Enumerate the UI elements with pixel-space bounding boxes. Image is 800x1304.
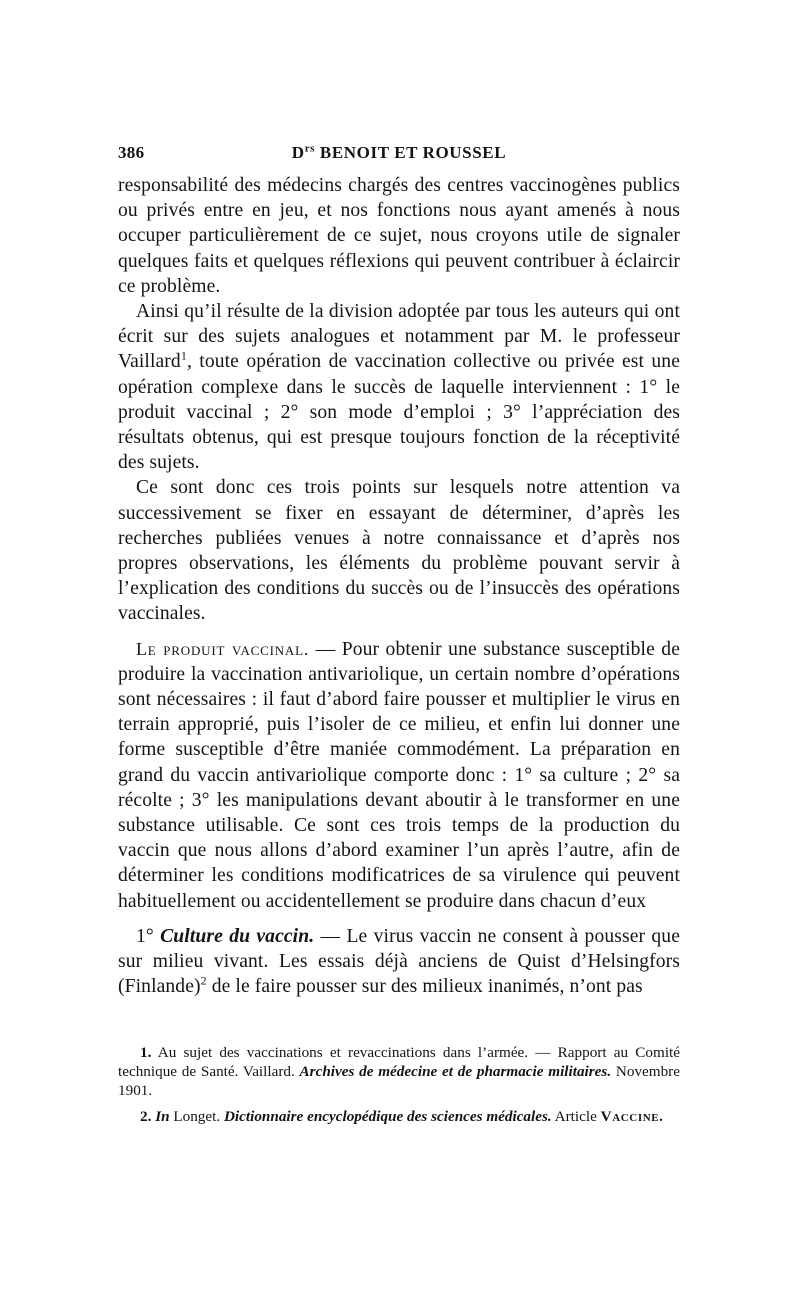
footnotes <box>118 1043 680 1133</box>
footnote-source-title: Dictionnaire encyclopédique des sciences médicales. <box>223 1108 552 1125</box>
paragraph-text: — Pour obtenir une substance susceptible de produire la vaccination antivariolique, un certain nombre d’opérations sont nécessaires : il faut d’abord faire pousser et multiplier le virus en terrain approprié, puis l’isoler de ce milieu, et enfin lui donner une forme susceptible d’être maniée commodément. La préparation en grand du vaccin antivariolique comporte donc : 1° sa culture ; 2° sa récolte ; 3° les manipulations devant aboutir à le transformer en une substance utilisable. Ce sont ces trois temps de la production du vaccin que nous allons d’abord examiner l’un après l’autre, afin de déterminer les conditions modificatrices de sa virulence qui peuvent habituellement ou accidentellement se produire dans chacun d’eux <box>118 638 680 912</box>
footnote-text: Longet. <box>169 1108 224 1125</box>
section-title: Culture du vaccin. <box>160 925 315 947</box>
footnote-reference-1[interactable]: 1 <box>180 348 187 363</box>
paragraph-three-points: Ce sont donc ces trois points sur lesquels notre attention va successivement se fixer en essayant de déterminer, d’après les recherches publiées venues à notre connaissance et d’après nos propres observations, les éléments du problème pouvant servir à l’explication des conditions du succès ou de l’insuccès des opérations vaccinales. <box>118 477 680 625</box>
paragraph-text: , toute opération de vaccination collective ou privée est une opération complexe dans le succès de laquelle interviennent : 1° le produit vaccinal ; 2° son mode d’emploi ; 3° l’appréciation des résultats obtenus, qui est presque toujours fonction de la réceptivité des sujets. <box>118 351 680 474</box>
running-head-prefix: D <box>291 143 305 162</box>
paragraph-text: — Le virus vaccin ne consent à pousser que sur milieu vivant. Les essais déjà anciens de Quist d’Helsingfors (Finlande) <box>118 925 680 998</box>
footnote-text: Novembre 1901. <box>118 1063 680 1099</box>
section-heading: Le produit vaccinal. <box>136 638 310 659</box>
body-text <box>118 173 680 1000</box>
footnote-text: Article <box>551 1108 601 1125</box>
paragraph-continuation: responsabilité des médecins chargés des centres vaccinogènes publics ou privés entre en jeu, et nos fonctions nous ayant amenés à nous occuper particulièrement de ce sujet, nous croyons utile de signaler quelques faits et quelques réflexions qui peuvent contribuer à éclaircir ce problème. <box>118 175 680 297</box>
page-number: 386 <box>118 143 145 162</box>
running-head-superscript: rs <box>304 142 316 155</box>
footnote-number: 1. <box>140 1044 152 1061</box>
paragraph-vaillard <box>118 299 680 475</box>
footnote-reference-2[interactable]: 2 <box>200 973 207 988</box>
footnote-number: 2. <box>140 1108 152 1125</box>
running-head <box>118 143 680 163</box>
footnote-text: Au sujet des vaccinations et revaccinations dans l’armée. — Rapport au Comité technique de Santé. Vaillard. <box>118 1044 680 1080</box>
footnote-2 <box>118 1107 680 1126</box>
footnote-1 <box>118 1043 680 1100</box>
footnote-source-title: Archives de médecine et de pharmacie militaires. <box>299 1063 612 1080</box>
paragraph-text: de le faire pousser sur des milieux inanimés, n’ont pas <box>206 976 643 998</box>
paragraph-culture <box>118 924 680 1000</box>
paragraph-produit-vaccinal <box>118 637 680 914</box>
section-number: 1° <box>136 925 154 947</box>
running-head-authors: BENOIT ET ROUSSEL <box>315 143 507 162</box>
page-header <box>118 143 680 169</box>
footnote-article-name: Vaccine. <box>600 1108 664 1125</box>
paragraph-text: Ainsi qu’il résulte de la division adoptée par tous les auteurs qui ont écrit sur des sujets analogues et notamment par M. le professeur Vaillard <box>118 301 680 373</box>
footnote-in: In <box>155 1108 170 1125</box>
